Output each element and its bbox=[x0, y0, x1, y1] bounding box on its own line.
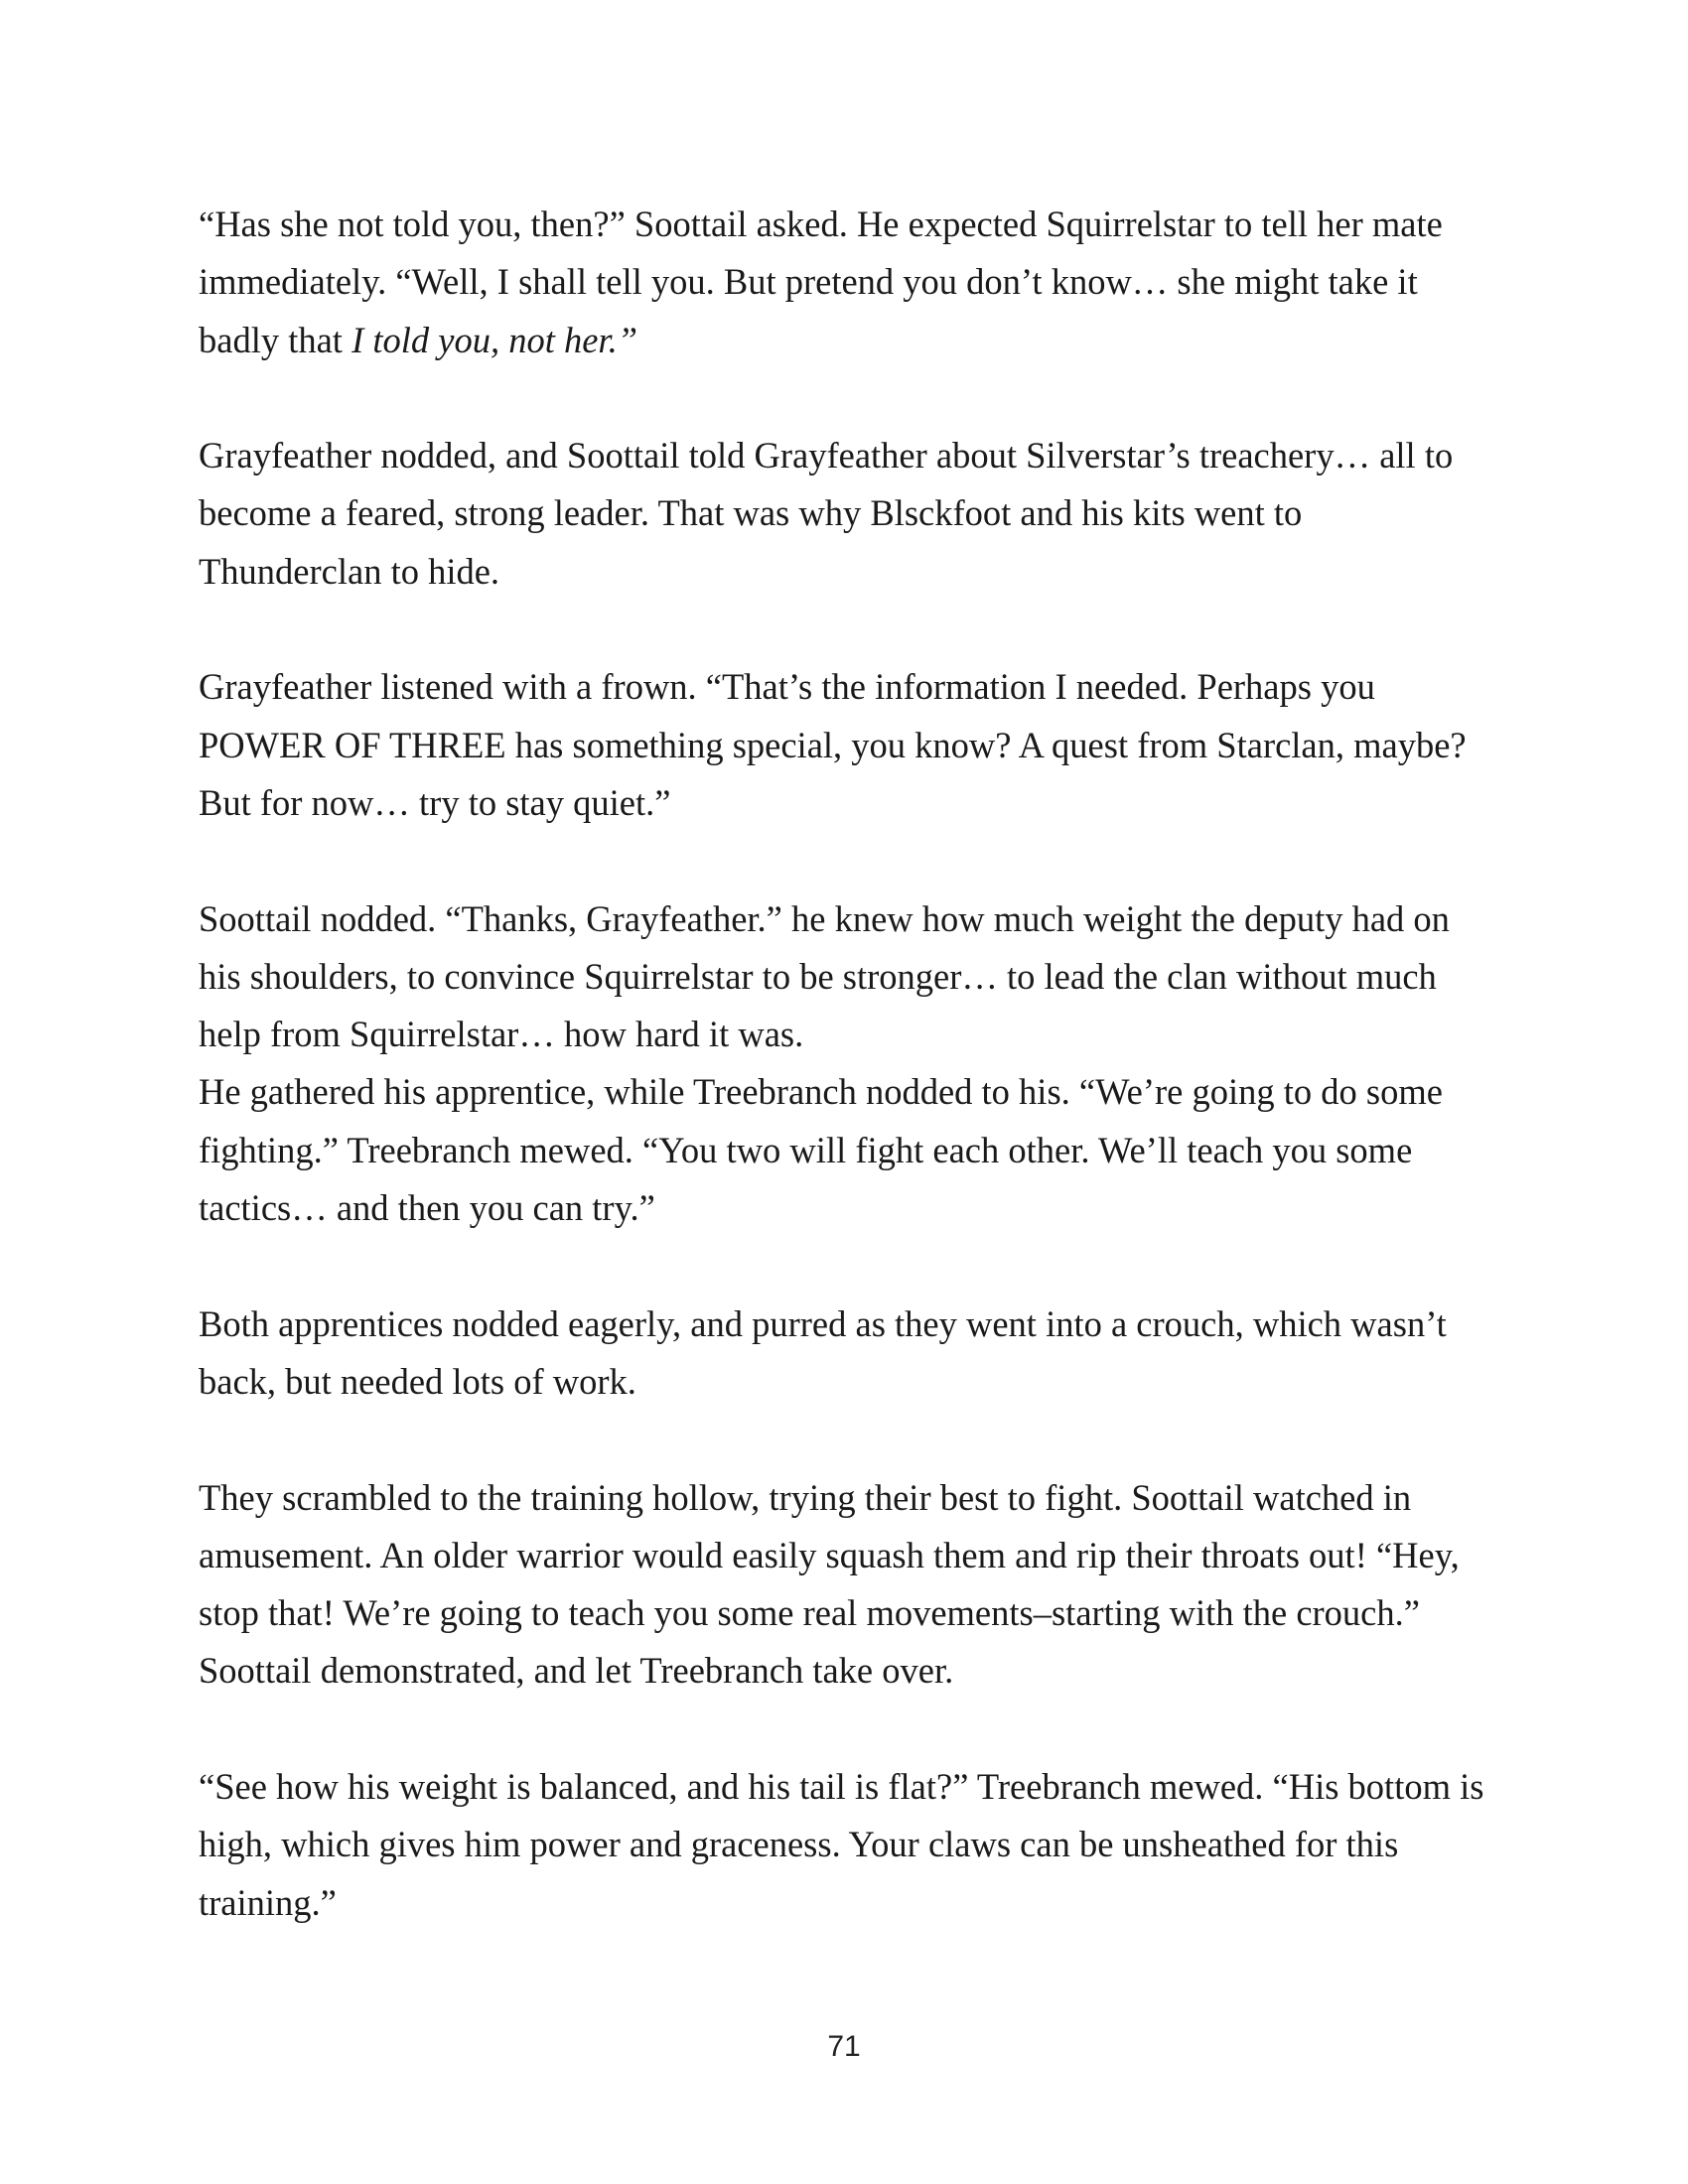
paragraph-1-italic-text: I told you, not her.” bbox=[352, 319, 638, 360]
paragraph-gap bbox=[199, 1411, 1499, 1468]
paragraph-gap bbox=[199, 369, 1499, 427]
page-number: 71 bbox=[827, 2030, 861, 2063]
paragraph-7: “See how his weight is balanced, and his tail is flat?” Treebranch mewed. “His bottom is high, which gives him power and graceness. Your claws can be unsheathed for this training.” bbox=[199, 1766, 1484, 1923]
story-text bbox=[199, 196, 1499, 1932]
paragraph-gap bbox=[199, 1237, 1499, 1295]
paragraph-3: Grayfeather listened with a frown. “That’s the information I needed. Perhaps you POWER OF THREE has something special, you know? A quest from Starclan, maybe? But for now… try to stay quiet.” bbox=[199, 666, 1467, 823]
paragraph-1 bbox=[199, 196, 1499, 369]
paragraph-2: Grayfeather nodded, and Soottail told Grayfeather about Silverstar’s treachery… all to become a feared, strong leader. That was why Blsckfoot and his kits went to Thunderclan to hide. bbox=[199, 435, 1454, 592]
paragraph-1-text: “Has she not told you, then?” Soottail asked. He expected Squirrelstar to tell her mate immediately. “Well, I shall tell you. But pretend you don’t know… she might take it badly that bbox=[199, 204, 1443, 360]
paragraph-4: Soottail nodded. “Thanks, Grayfeather.” he knew how much weight the deputy had on his shoulders, to convince Squirrelstar to be stronger… to lead the clan without much help from Squirrelstar… how hard it was. He gathered his apprentice, while Treebranch nodded to his. “We’re going to do some fighting.” Treebranch mewed. “You two will fight each other. We’ll teach you some tactics… and then you can try.” bbox=[199, 897, 1450, 1229]
paragraph-gap bbox=[199, 601, 1499, 658]
paragraph-gap bbox=[199, 1701, 1499, 1758]
paragraph-6: They scrambled to the training hollow, trying their best to fight. Soottail watched in amusement. An older warrior would easily squash them and rip their throats out! “Hey, stop that! We’re going to teach you some real movements–starting with the crouch.” Soottail demonstrated, and let Treebranch take over. bbox=[199, 1476, 1460, 1692]
paragraph-gap bbox=[199, 832, 1499, 889]
paragraph-5: Both apprentices nodded eagerly, and purred as they went into a crouch, which wasn’t back, but needed lots of work. bbox=[199, 1302, 1447, 1402]
